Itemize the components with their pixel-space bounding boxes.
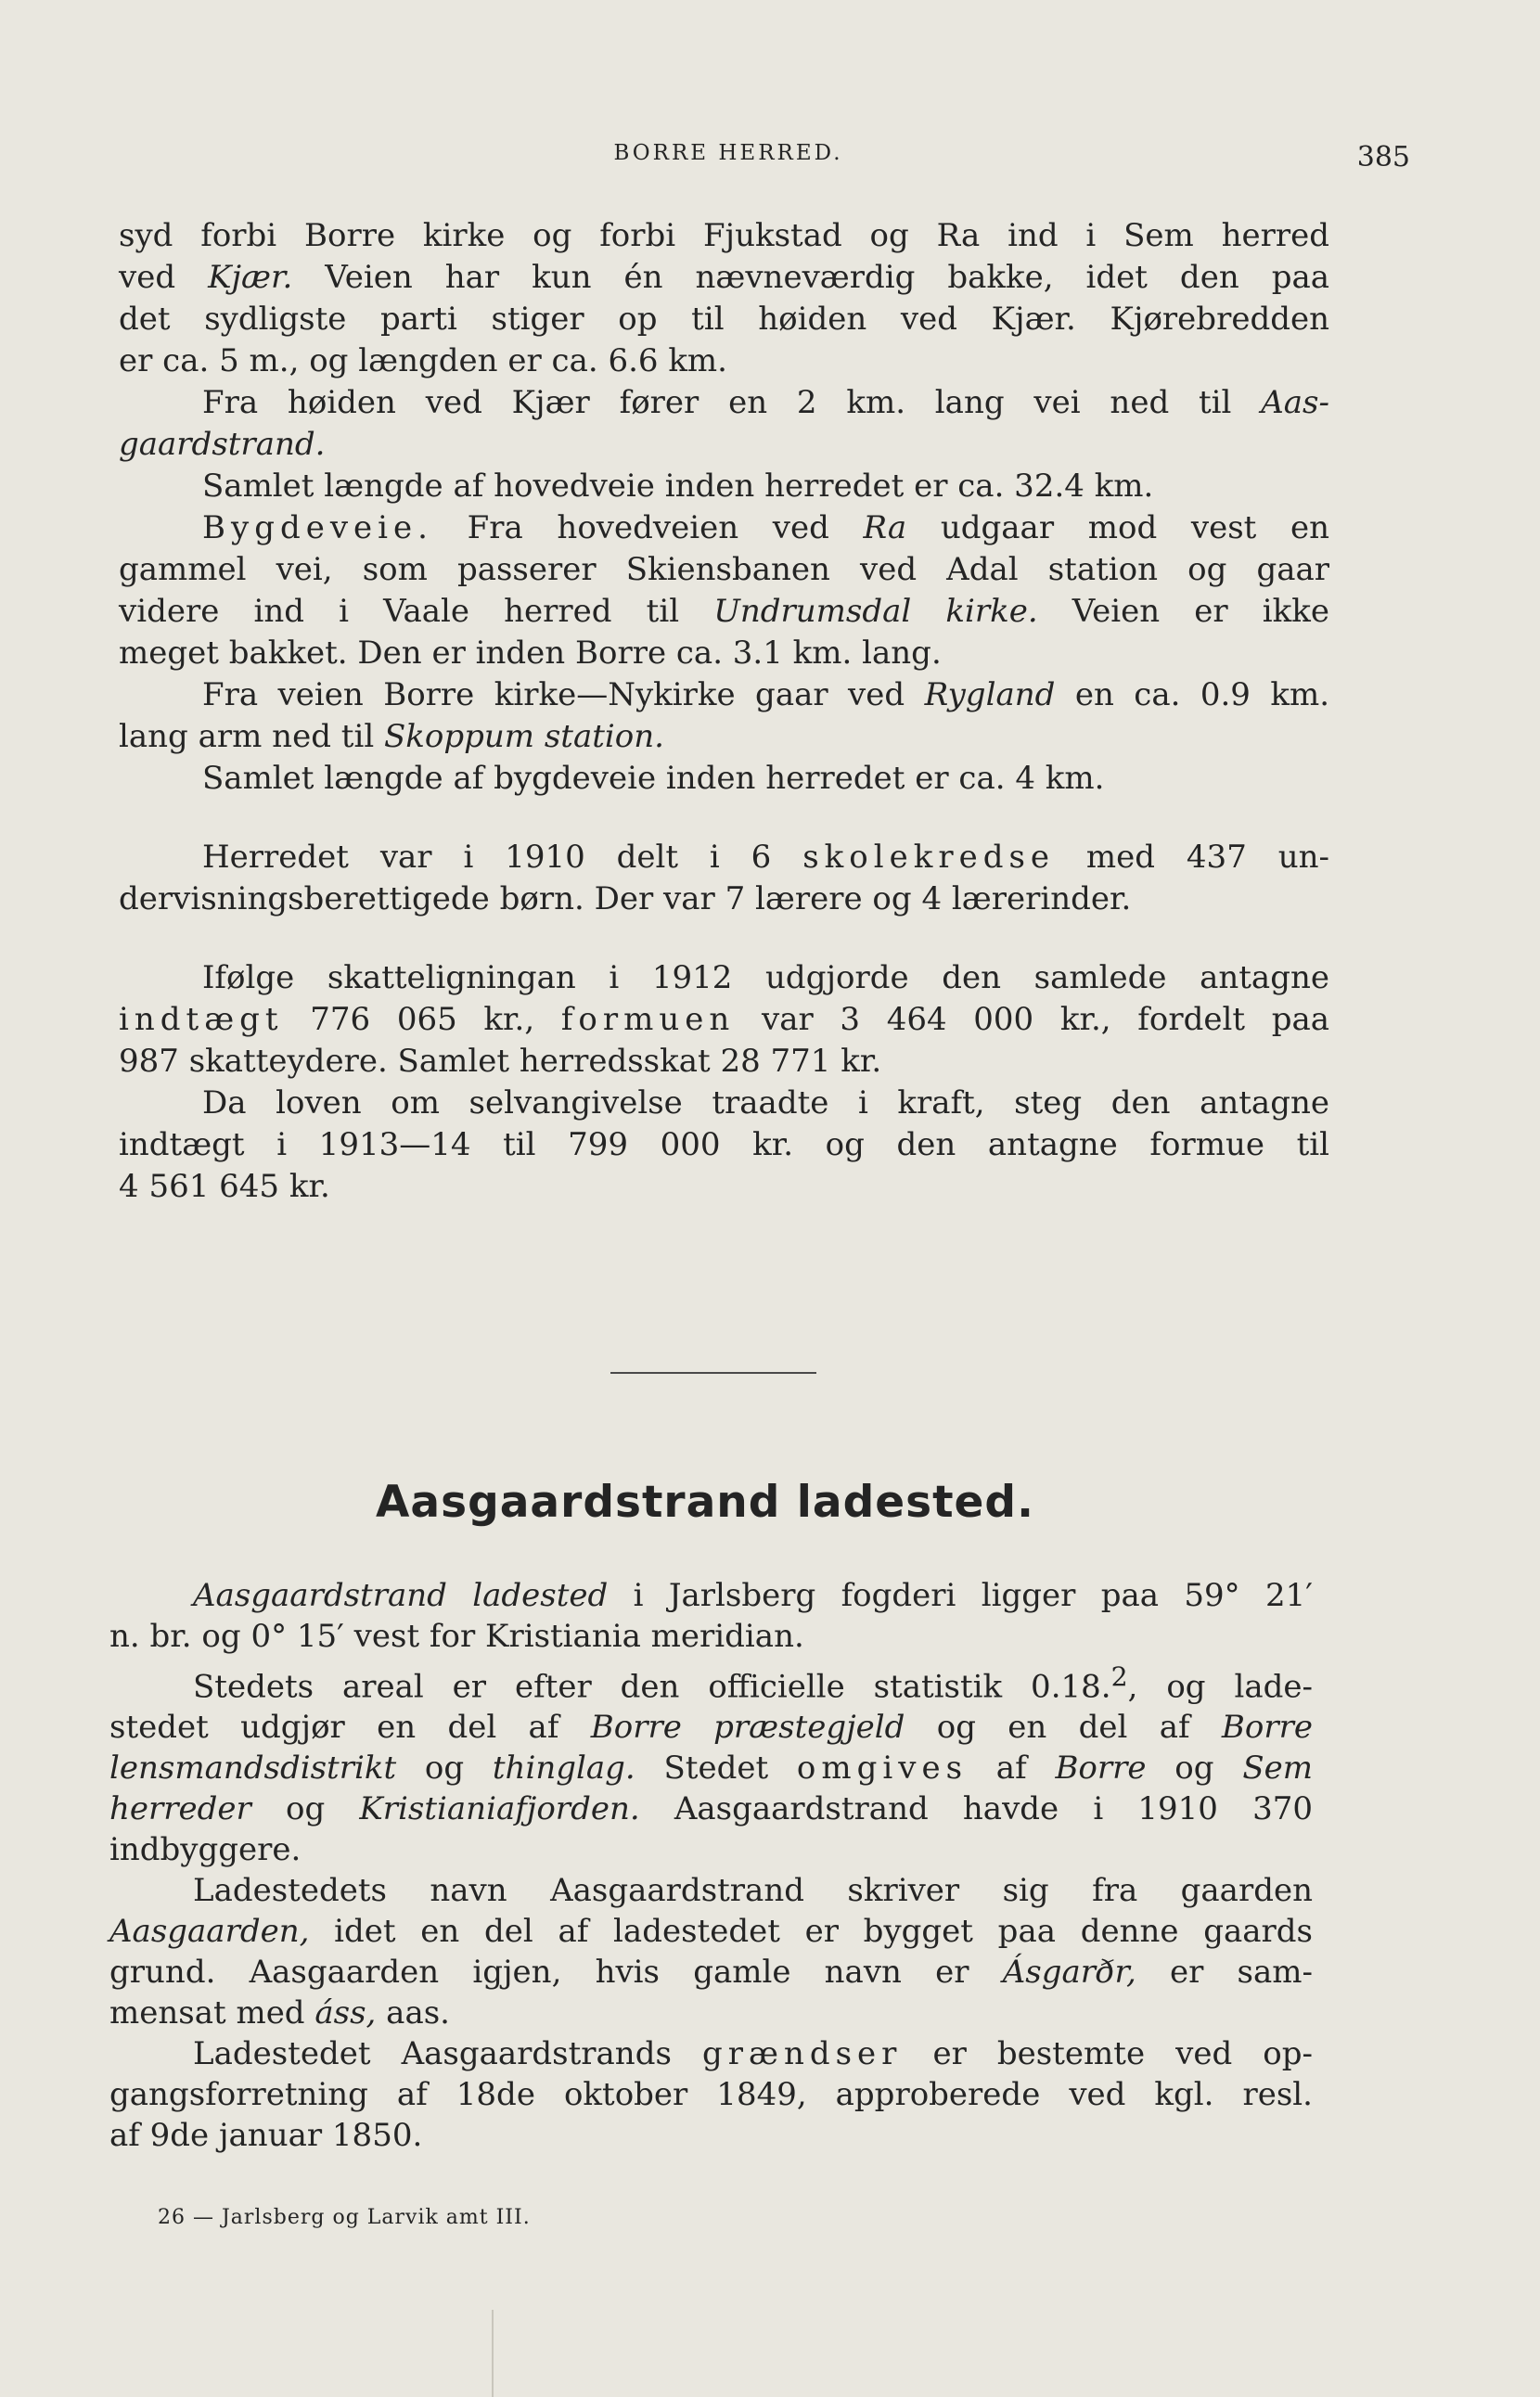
text-line: indtægt 776 065 kr., formuen var 3 464 000 kr., fordelt paa — [119, 1001, 1329, 1038]
section-title: Aasgaardstrand ladested. — [376, 1477, 1034, 1528]
text-line: Da loven om selvangivelse traadte i kraft, steg den antagne — [202, 1084, 1329, 1122]
text-line: Stedets areal er efter den officielle statistik 0.18.$^2$, og lade- — [193, 1661, 1313, 1706]
page-header — [121, 141, 1410, 178]
text-line: Fra veien Borre kirke—Nykirke gaar ved Rygland en ca. 0.9 km. — [202, 676, 1330, 713]
text-line: gaardstrand. — [119, 426, 326, 463]
text-line: gangsforretning af 18de oktober 1849, approberede ved kgl. resl. — [109, 2076, 1313, 2114]
text-line: Bygdeveie. Fra hovedveien ved Ra udgaar mod vest en — [202, 509, 1329, 546]
paragraph — [119, 507, 1329, 674]
text-line: Ladestedet Aasgaardstrands grændser er bestemte ved op- — [193, 2035, 1313, 2073]
paragraph — [109, 1657, 1313, 1870]
text-line: meget bakket. Den er inden Borre ca. 3.1 km. lang. — [119, 634, 942, 672]
text-line: 987 skatteydere. Samlet herredsskat 28 771 kr. — [119, 1043, 882, 1080]
text-line: Samlet længde af bygdeveie inden herredet er ca. 4 km. — [202, 760, 1105, 797]
main-text — [119, 215, 1329, 1208]
paragraph — [109, 1870, 1313, 2033]
text-line: Ladestedets navn Aasgaardstrand skriver sig fra gaarden — [193, 1872, 1313, 1910]
paragraph — [119, 957, 1329, 1083]
section-text — [109, 1575, 1313, 2156]
paragraph — [119, 758, 1329, 800]
paragraph — [109, 2033, 1313, 2156]
text-line: ved Kjær. Veien har kun én nævneværdig bakke, idet den paa — [119, 259, 1329, 296]
text-line: grund. Aasgaarden igjen, hvis gamle navn er Ásgarðr, er sam- — [109, 1954, 1314, 1992]
paragraph — [119, 674, 1329, 758]
text-line: gammel vei, som passerer Skiensbanen ved Adal station og gaar — [119, 551, 1329, 588]
paragraph — [119, 382, 1329, 466]
text-line: dervisningsberettigede børn. Der var 7 lærere og 4 lærerinder. — [119, 880, 1132, 917]
section-divider — [610, 1372, 816, 1374]
text-line: Ifølge skatteligningan i 1912 udgjorde den samlede antagne — [202, 959, 1329, 996]
text-line: lang arm ned til Skoppum station. — [119, 718, 664, 755]
text-line: Herredet var i 1910 delt i 6 skolekredse med 437 un- — [202, 839, 1329, 876]
running-head: BORRE HERRED. — [613, 141, 843, 165]
text-line: er ca. 5 m., og længden er ca. 6.6 km. — [119, 342, 727, 379]
paragraph — [119, 215, 1329, 382]
text-line: lensmandsdistrikt og thinglag. Stedet omgives af Borre og Sem — [109, 1750, 1313, 1788]
text-line: n. br. og 0° 15′ vest for Kristiania meridian. — [109, 1618, 804, 1655]
paragraph — [119, 1083, 1329, 1208]
text-line: syd forbi Borre kirke og forbi Fjukstad og Ra ind i Sem herred — [119, 217, 1329, 254]
page-edge-line — [492, 2310, 494, 2397]
text-line: indtægt i 1913—14 til 799 000 kr. og den antagne formue til — [119, 1126, 1329, 1163]
text-line: stedet udgjør en del af Borre præstegjeld og en del af Borre — [109, 1709, 1313, 1747]
page-footer: 26 — Jarlsberg og Larvik amt III. — [158, 2206, 531, 2229]
text-line: af 9de januar 1850. — [109, 2117, 423, 2155]
text-line: Fra høiden ved Kjær fører en 2 km. lang vei ned til Aas- — [202, 384, 1329, 421]
text-line: Aasgaarden, idet en del af ladestedet er bygget paa denne gaards — [109, 1913, 1313, 1951]
text-line: Samlet længde af hovedveie inden herredet er ca. 32.4 km. — [202, 468, 1154, 505]
text-line: det sydligste parti stiger op til høiden ved Kjær. Kjørebredden — [119, 301, 1329, 338]
page-number: 385 — [1356, 141, 1410, 173]
paragraph — [109, 1575, 1313, 1657]
text-line: 4 561 645 kr. — [119, 1168, 330, 1205]
text-line: indbyggere. — [109, 1831, 302, 1869]
text-line: herreder og Kristianiafjorden. Aasgaardstrand havde i 1910 370 — [109, 1790, 1313, 1828]
text-line: videre ind i Vaale herred til Undrumsdal kirke. Veien er ikke — [119, 593, 1329, 630]
text-line: Aasgaardstrand ladested i Jarlsberg fogderi ligger paa 59° 21′ — [193, 1577, 1313, 1614]
paragraph — [119, 466, 1329, 507]
text-line: mensat med áss, aas. — [109, 1994, 450, 2032]
paragraph — [119, 837, 1329, 920]
